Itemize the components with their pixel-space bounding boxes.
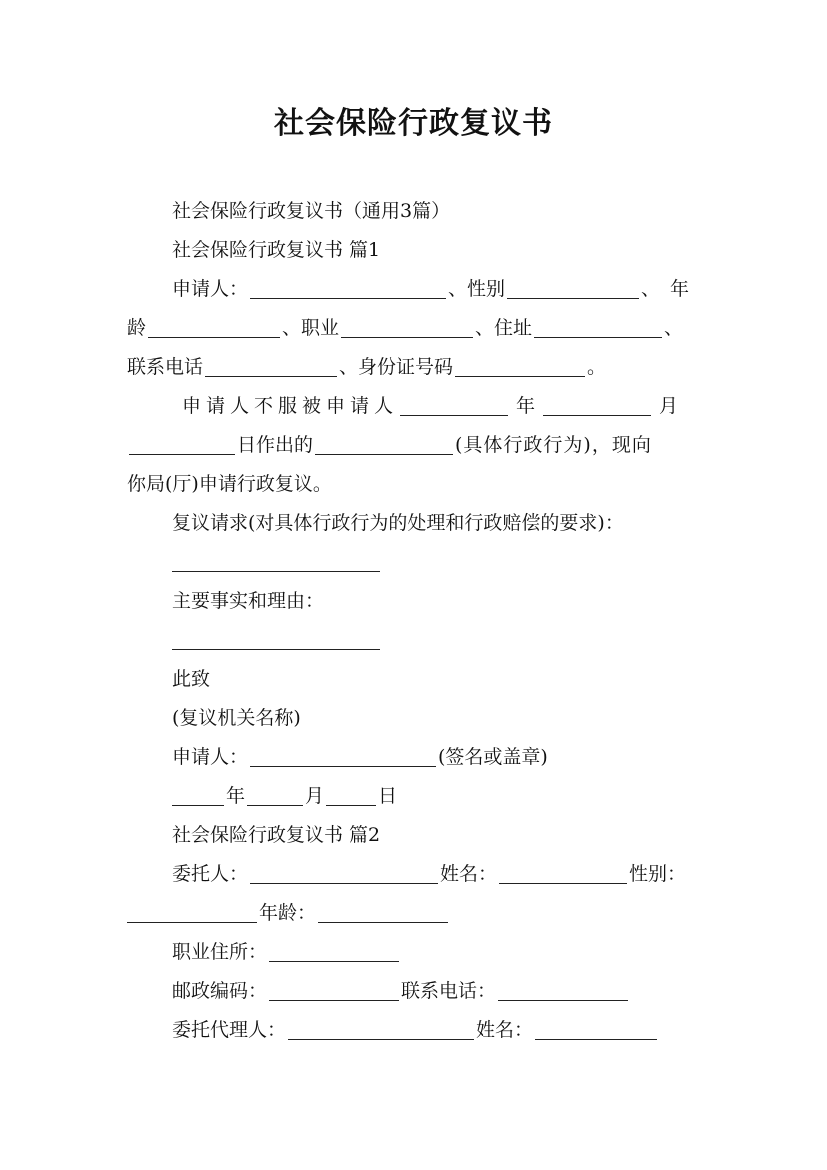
refuse-text: 申请人不服被申请人	[182, 395, 399, 417]
month-label: 月	[659, 395, 679, 417]
facts-blank-line	[172, 624, 712, 656]
address-tail: 、	[664, 317, 684, 339]
facts-blank[interactable]	[172, 628, 380, 650]
principal-blank[interactable]	[250, 862, 438, 884]
residence-blank[interactable]	[269, 940, 399, 962]
agent-blank[interactable]	[288, 1018, 474, 1040]
phone-blank[interactable]	[205, 355, 337, 377]
date-day-label: 日	[378, 785, 398, 807]
name-label: 姓名：	[440, 863, 498, 885]
gender-label: 、性别	[448, 278, 506, 300]
phone-id-line	[127, 351, 707, 383]
applicant-blank[interactable]	[250, 277, 446, 299]
postcode-line	[172, 975, 712, 1007]
year-blank[interactable]	[400, 394, 508, 416]
age-blank-2[interactable]	[318, 901, 448, 923]
agent-label: 委托代理人：	[172, 1019, 287, 1041]
residence-label: 职业住所：	[172, 941, 268, 963]
gender-blank-2[interactable]	[127, 901, 257, 923]
agent-line	[172, 1014, 712, 1046]
applicant-label: 申请人：	[172, 278, 249, 300]
date-month-label: 月	[305, 785, 325, 807]
section1-heading: 社会保险行政复议书 篇1	[172, 239, 381, 261]
refuse-line	[182, 390, 712, 422]
id-label: 、身份证号码	[339, 356, 454, 378]
specific-act-label: (具体行政行为)，现向	[455, 434, 652, 456]
agent-name-label: 姓名：	[476, 1019, 534, 1041]
occupation-blank[interactable]	[341, 316, 473, 338]
date-year-label: 年	[226, 785, 246, 807]
section2-heading: 社会保险行政复议书 篇2	[172, 824, 381, 846]
principal-line	[172, 858, 712, 890]
phone-label: 联系电话	[127, 356, 204, 378]
date-month-blank[interactable]	[247, 784, 303, 806]
sign-tail: (签名或盖章)	[438, 746, 548, 768]
request-label: 复议请求(对具体行政行为的处理和行政赔偿的要求)：	[172, 512, 624, 534]
gender-label-2: 性别：	[629, 863, 687, 885]
year-label: 年	[516, 395, 536, 417]
month-blank[interactable]	[543, 394, 651, 416]
apply-line: 你局(厅)申请行政复议。	[127, 473, 332, 495]
residence-line	[172, 936, 712, 968]
agent-name-blank[interactable]	[535, 1018, 657, 1040]
request-blank[interactable]	[172, 550, 380, 572]
review-organ: (复议机关名称)	[172, 707, 301, 729]
phone-blank-2[interactable]	[498, 979, 628, 1001]
day-blank[interactable]	[129, 433, 235, 455]
act-blank[interactable]	[315, 433, 453, 455]
postcode-label: 邮政编码：	[172, 980, 268, 1002]
age-blank[interactable]	[148, 316, 280, 338]
day-act-line	[127, 429, 707, 461]
address-label: 、住址	[475, 317, 533, 339]
facts-label: 主要事实和理由：	[172, 590, 325, 612]
id-blank[interactable]	[455, 355, 585, 377]
address-blank[interactable]	[534, 316, 662, 338]
age-head: 龄	[127, 317, 147, 339]
principal-label: 委托人：	[172, 863, 249, 885]
applicant-line	[172, 273, 712, 305]
age-tail: 、年	[641, 278, 700, 300]
gender-blank[interactable]	[507, 277, 639, 299]
date-year-blank[interactable]	[172, 784, 224, 806]
age-occupation-line	[127, 312, 707, 344]
postcode-blank[interactable]	[269, 979, 399, 1001]
phone-label-2: 联系电话：	[401, 980, 497, 1002]
day-made-label: 日作出的	[237, 434, 314, 456]
gender-age-line	[127, 897, 707, 929]
document-subtitle: 社会保险行政复议书（通用3篇）	[172, 200, 451, 222]
salute: 此致	[172, 668, 211, 690]
occupation-label: 、职业	[282, 317, 340, 339]
sign-blank[interactable]	[250, 745, 436, 767]
id-tail: 。	[587, 356, 607, 378]
name-blank[interactable]	[499, 862, 627, 884]
sign-label: 申请人：	[172, 746, 249, 768]
signature-line	[172, 741, 712, 773]
date-line	[172, 780, 712, 812]
date-day-blank[interactable]	[326, 784, 376, 806]
request-blank-line	[172, 546, 712, 578]
document-title: 社会保险行政复议书	[274, 106, 553, 141]
age-label-2: 年龄：	[259, 902, 317, 924]
